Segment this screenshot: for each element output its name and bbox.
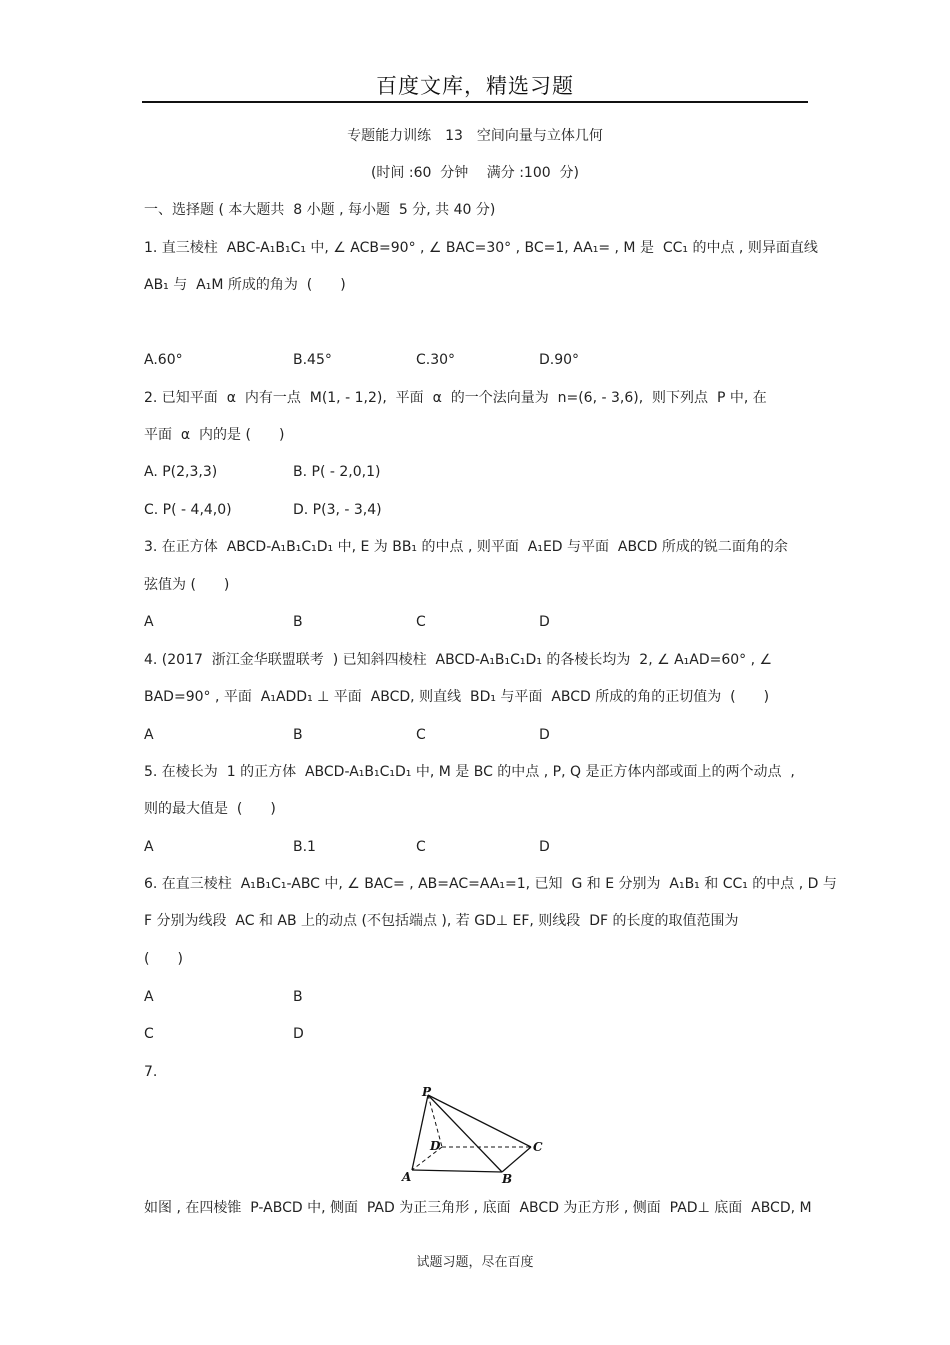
question-2-option-b: B. P( - 2,0,1) xyxy=(293,464,381,480)
document-title: 专题能力训练 13 空间向量与立体几何 xyxy=(347,128,603,144)
question-5-line-1: 5. 在棱长为 1 的正方体 ABCD-A₁B₁C₁D₁ 中, M 是 BC 的中点 , P, Q 是正方体内部或面上的两个动点 , xyxy=(144,764,795,780)
question-6-line-3: ( ) xyxy=(144,951,183,967)
question-3-option-a: A xyxy=(144,614,154,630)
question-6-option-c: C xyxy=(144,1026,154,1042)
document-subtitle: (时间 :60 分钟 满分 :100 分) xyxy=(370,165,580,181)
figure-label-a: A xyxy=(402,1170,412,1184)
figure-label-c: C xyxy=(533,1140,543,1154)
question-3-line-1: 3. 在正方体 ABCD-A₁B₁C₁D₁ 中, E 为 BB₁ 的中点 , 则平面 A₁ED 与平面 ABCD 所成的锐二面角的余 xyxy=(144,539,788,555)
question-6-option-d: D xyxy=(293,1026,304,1042)
question-2-line-1: 2. 已知平面 α 内有一点 M(1, - 1,2), 平面 α 的一个法向量为 n=(6, - 3,6), 则下列点 P 中, 在 xyxy=(144,390,767,406)
question-1-line-1: 1. 直三棱柱 ABC-A₁B₁C₁ 中, ∠ ACB=90° , ∠ BAC=30° , BC=1, AA₁= , M 是 CC₁ 的中点 , 则异面直线 xyxy=(144,240,818,256)
question-2-option-c: C. P( - 4,4,0) xyxy=(144,502,232,518)
question-1-option-b: B.45° xyxy=(293,352,332,368)
question-5-line-2: 则的最大值是 ( ) xyxy=(144,801,276,817)
figure-label-p: P xyxy=(422,1085,432,1099)
question-4-line-2: BAD=90° , 平面 A₁ADD₁ ⊥ 平面 ABCD, 则直线 BD₁ 与平面 ABCD 所成的角的正切值为 ( ) xyxy=(144,689,770,705)
question-1-line-2: AB₁ 与 A₁M 所成的角为 ( ) xyxy=(144,277,346,293)
question-4-line-1: 4. (2017 浙江金华联盟联考 ) 已知斜四棱柱 ABCD-A₁B₁C₁D₁ 的各棱长均为 2, ∠ A₁AD=60° , ∠ xyxy=(144,652,773,668)
pyramid-figure xyxy=(398,1085,548,1185)
question-4-option-c: C xyxy=(416,727,426,743)
question-6-line-1: 6. 在直三棱柱 A₁B₁C₁-ABC 中, ∠ BAC= , AB=AC=AA₁=1, 已知 G 和 E 分别为 A₁B₁ 和 CC₁ 的中点 , D 与 xyxy=(144,876,837,892)
question-3-line-2: 弦值为 ( ) xyxy=(144,577,230,593)
question-5-option-c: C xyxy=(416,839,426,855)
figure-label-b: B xyxy=(502,1172,513,1185)
question-7-number: 7. xyxy=(144,1064,158,1080)
question-1-option-d: D.90° xyxy=(539,352,580,368)
question-1-option-a: A.60° xyxy=(144,352,183,368)
question-6-option-a: A xyxy=(144,989,154,1005)
question-5-option-d: D xyxy=(539,839,550,855)
figure-label-d: D xyxy=(430,1139,441,1153)
header-divider xyxy=(142,101,808,103)
question-3-option-b: B xyxy=(293,614,303,630)
question-3-option-d: D xyxy=(539,614,550,630)
header-title: 百度文库，精选习题 xyxy=(376,74,574,98)
question-4-option-a: A xyxy=(144,727,154,743)
footer-text: 试题习题，尽在百度 xyxy=(416,1255,534,1270)
question-4-option-d: D xyxy=(539,727,550,743)
question-6-line-2: F 分别为线段 AC 和 AB 上的动点 (不包括端点 ), 若 GD⊥ EF, 则线段 DF 的长度的取值范围为 xyxy=(144,913,739,929)
question-4-option-b: B xyxy=(293,727,303,743)
question-2-option-d: D. P(3, - 3,4) xyxy=(293,502,382,518)
section-heading: 一、选择题 ( 本大题共 8 小题 , 每小题 5 分, 共 40 分) xyxy=(144,202,496,218)
question-7-text: 如图 , 在四棱锥 P-ABCD 中, 侧面 PAD 为正三角形 , 底面 ABCD 为正方形 , 侧面 PAD⊥ 底面 ABCD, M xyxy=(144,1200,812,1216)
question-2-line-2: 平面 α 内的是 ( ) xyxy=(144,427,285,443)
question-6-option-b: B xyxy=(293,989,303,1005)
question-1-option-c: C.30° xyxy=(416,352,456,368)
question-5-option-b: B.1 xyxy=(293,839,316,855)
question-2-option-a: A. P(2,3,3) xyxy=(144,464,218,480)
question-3-option-c: C xyxy=(416,614,426,630)
question-5-option-a: A xyxy=(144,839,154,855)
